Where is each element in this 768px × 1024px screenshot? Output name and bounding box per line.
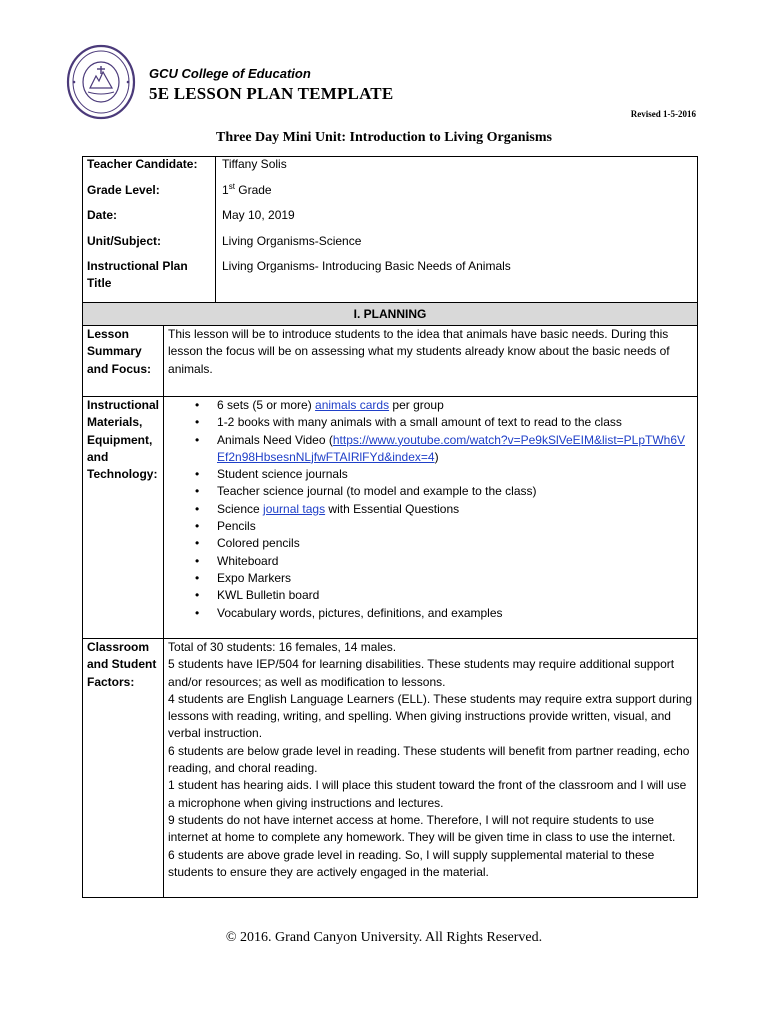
list-item: • Animals Need Video (https://www.youtube.com/watch?v=Pe9kSlVeEIM&list=PLpTWh6VEf2n98HbsesnNLjfwFTAIRlFYd&index=4) xyxy=(217,432,693,467)
planning-section-header: I. PLANNING xyxy=(82,302,698,326)
animal-cards-link[interactable]: animals cards xyxy=(315,398,390,412)
list-item: • 6 sets (5 or more) animals cards per group xyxy=(217,397,693,414)
materials-label: Instructional Materials, Equipment, and Technology: xyxy=(83,397,164,639)
lesson-summary-text: This lesson will be to introduce students to the idea that animals have basic needs. During this lesson the focus will be on assessing what my students already know about the basic needs of animals. xyxy=(164,326,698,397)
factor-paragraph: Total of 30 students: 16 females, 14 males. xyxy=(168,640,397,654)
teacher-value: Tiffany Solis xyxy=(216,156,698,182)
factor-paragraph: 6 students are below grade level in reading. These students will benefit from partner reading, echo reading, and choral reading. xyxy=(168,743,690,776)
list-item: • Expo Markers xyxy=(217,570,693,587)
list-item: • 1-2 books with many animals with a small amount of text to read to the class xyxy=(217,414,693,431)
date-label: Date: xyxy=(87,208,118,222)
factor-paragraph: 5 students have IEP/504 for learning disabilities. These students may require additional support and/or resources; as well as modification to lessons. xyxy=(168,657,675,689)
factor-paragraph: 9 students do not have internet access at home. Therefore, I will not require students to use internet at home to complete any homework. They will be given time in class to use the internet. xyxy=(168,812,676,845)
materials-list xyxy=(168,397,693,622)
copyright-footer: © 2016. Grand Canyon University. All Rights Reserved. xyxy=(225,930,543,945)
list-item: • Whiteboard xyxy=(217,553,693,570)
info-table xyxy=(82,156,697,302)
factor-paragraph: 1 student has hearing aids. I will place this student toward the front of the classroom and I will use a microphone when giving instructions and lectures. xyxy=(168,778,687,810)
list-item: • Student science journals xyxy=(217,466,693,483)
unit-value: Living Organisms-Science xyxy=(216,233,698,259)
youtube-video-link[interactable]: https://www.youtube.com/watch?v=Pe9kSlVeEIM&list=PLpTWh6VEf2n98HbsesnNLjfwFTAIRlFYd&index=4 xyxy=(217,432,686,464)
plan-title-label: Instructional Plan Title xyxy=(87,259,188,290)
lesson-summary-label: Lesson Summary and Focus: xyxy=(83,326,164,397)
date-value: May 10, 2019 xyxy=(216,207,698,233)
grade-value: 1st Grade xyxy=(216,182,698,208)
materials-cell xyxy=(164,397,698,639)
list-item: • Vocabulary words, pictures, definitions, and examples xyxy=(217,605,693,622)
factor-paragraph: 4 students are English Language Learners (ELL). These students may require extra support during lessons with reading, writing, and spelling. When giving instructions provide written, visual, and verbal instruction. xyxy=(168,691,693,741)
planning-table xyxy=(82,325,698,898)
factor-paragraph: 6 students are above grade level in reading. So, I will supply supplemental material to these students to ensure they are actively engaged in the material. xyxy=(168,847,655,879)
revision-date: Revised 1-5-2016 xyxy=(630,109,696,119)
college-name: GCU College of Education xyxy=(149,66,311,81)
classroom-factors-label: Classroom and Student Factors: xyxy=(83,639,164,898)
grade-label: Grade Level: xyxy=(87,182,160,197)
list-item: • Science journal tags with Essential Questions xyxy=(217,501,693,518)
unit-title: Three Day Mini Unit: Introduction to Living Organisms xyxy=(216,130,552,145)
plan-title-value: Living Organisms- Introducing Basic Needs of Animals xyxy=(216,258,698,302)
list-item: • Colored pencils xyxy=(217,535,693,552)
list-item: • Teacher science journal (to model and example to the class) xyxy=(217,483,693,500)
university-seal-logo xyxy=(66,44,136,120)
list-item: • KWL Bulletin board xyxy=(217,587,693,604)
document-title: 5E LESSON PLAN TEMPLATE xyxy=(149,84,394,103)
unit-label: Unit/Subject: xyxy=(87,233,161,248)
classroom-factors-cell xyxy=(164,639,698,898)
teacher-label: Teacher Candidate: xyxy=(87,157,198,171)
journal-tags-link[interactable]: journal tags xyxy=(263,501,326,516)
list-item: • Pencils xyxy=(217,518,693,535)
